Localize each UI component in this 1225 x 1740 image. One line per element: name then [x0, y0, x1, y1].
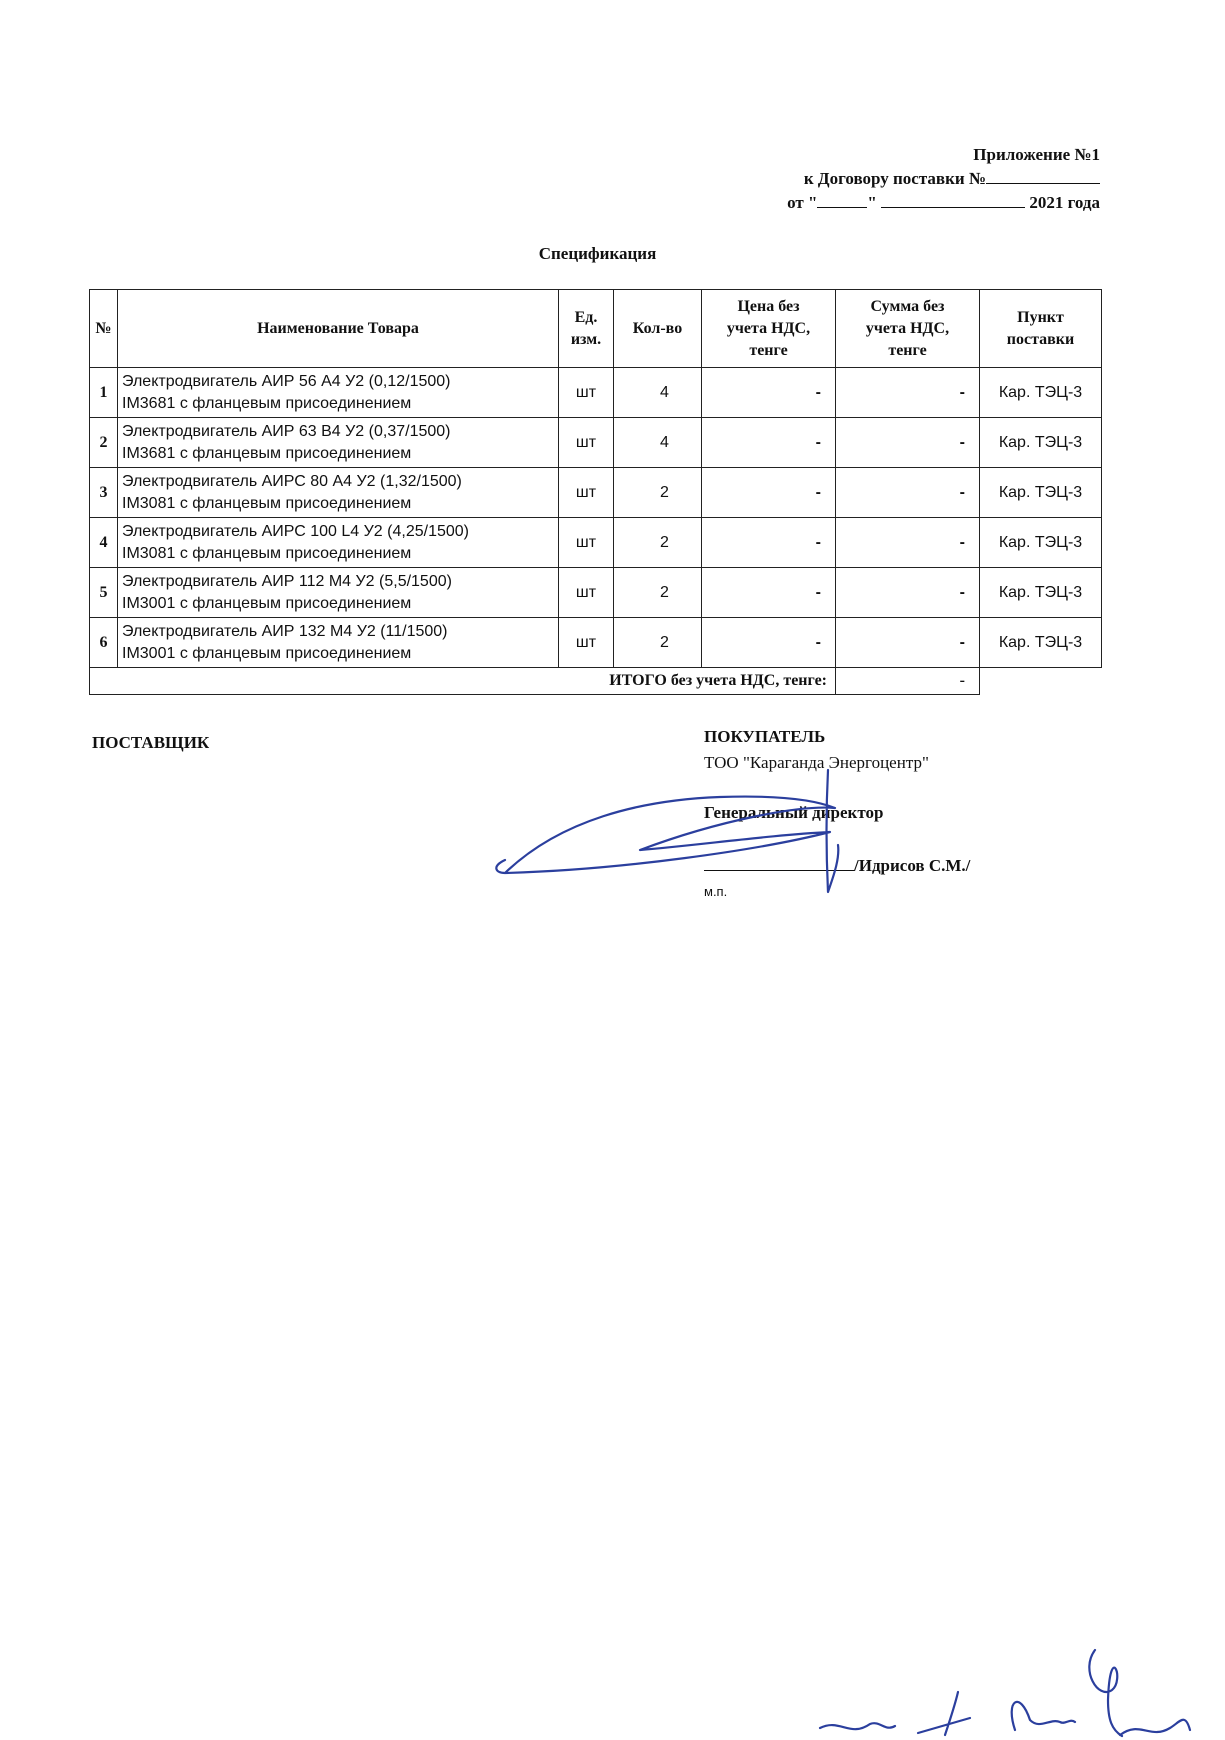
contract-date	[787, 191, 1100, 215]
row-price: -	[702, 518, 836, 568]
stamp-place-label: м.п.	[704, 884, 728, 899]
col-header-num: №	[90, 290, 118, 368]
col-header-sum	[836, 290, 980, 368]
total-row	[90, 668, 1102, 695]
sum-header-line3: тенге	[888, 341, 927, 359]
row-qty: 2	[614, 468, 702, 518]
row-unit: шт	[559, 568, 614, 618]
row-point: Кар. ТЭЦ-3	[980, 618, 1102, 668]
signature-line	[704, 850, 970, 876]
row-sum: -	[836, 518, 980, 568]
buyer-block	[704, 724, 929, 776]
row-qty: 2	[614, 618, 702, 668]
price-header-line2: учета НДС,	[726, 319, 811, 337]
signature-blank	[704, 850, 854, 871]
row-point: Кар. ТЭЦ-3	[980, 518, 1102, 568]
price-header-line1: Цена без	[737, 297, 800, 315]
row-unit: шт	[559, 618, 614, 668]
row-name	[118, 618, 559, 668]
contract-number-blank	[986, 167, 1100, 184]
row-num: 3	[90, 468, 118, 518]
total-empty-cell	[980, 668, 1102, 695]
row-unit: шт	[559, 418, 614, 468]
col-header-name: Наименование Товара	[118, 290, 559, 368]
row-sum: -	[836, 468, 980, 518]
table-header-row	[90, 290, 1102, 368]
buyer-label: ПОКУПАТЕЛЬ	[704, 727, 826, 746]
buyer-org: ТОО "Караганда Энергоцентр"	[704, 753, 929, 772]
contract-prefix: к Договору поставки №	[803, 169, 986, 188]
point-header-line1: Пункт	[1017, 308, 1064, 326]
col-header-price	[702, 290, 836, 368]
table-row	[90, 618, 1102, 668]
row-price: -	[702, 468, 836, 518]
row-name-line2: IM3081 с фланцевым присоединением	[122, 544, 412, 562]
title-text: Спецификация	[538, 244, 657, 263]
row-name-line1: Электродвигатель АИР 56 А4 У2 (0,12/1500)	[122, 372, 451, 390]
row-point: Кар. ТЭЦ-3	[980, 418, 1102, 468]
row-num: 4	[90, 518, 118, 568]
row-name-line2: IM3081 с фланцевым присоединением	[122, 494, 412, 512]
signatory-name: /Идрисов С.М./	[854, 856, 971, 875]
row-name	[118, 418, 559, 468]
row-sum: -	[836, 618, 980, 668]
buyer-position: Генеральный директор	[704, 803, 884, 822]
supplier-label: ПОСТАВЩИК	[92, 733, 210, 752]
row-name	[118, 468, 559, 518]
unit-header-line2: изм.	[570, 330, 602, 348]
row-name-line2: IM3681 с фланцевым присоединением	[122, 394, 412, 412]
date-suffix: 2021 года	[1029, 193, 1100, 212]
row-num: 5	[90, 568, 118, 618]
row-qty: 4	[614, 368, 702, 418]
initials-signature-4	[1089, 1650, 1122, 1736]
table-row	[90, 468, 1102, 518]
appendix-header	[787, 143, 1100, 215]
col-header-point	[980, 290, 1102, 368]
row-name	[118, 568, 559, 618]
total-label: ИТОГО без учета НДС, тенге:	[90, 668, 836, 695]
point-header-line2: поставки	[1006, 330, 1075, 348]
row-qty: 2	[614, 518, 702, 568]
appendix-number: Приложение №1	[973, 145, 1100, 164]
row-unit: шт	[559, 468, 614, 518]
unit-header-line1: Ед.	[574, 308, 598, 326]
row-num: 6	[90, 618, 118, 668]
row-qty: 2	[614, 568, 702, 618]
date-month-blank	[881, 191, 1025, 208]
table-row	[90, 518, 1102, 568]
col-header-qty: Кол-во	[614, 290, 702, 368]
table-row	[90, 368, 1102, 418]
row-name-line1: Электродвигатель АИР 132 М4 У2 (11/1500)	[122, 622, 448, 640]
total-value: -	[836, 668, 980, 695]
date-day-blank	[817, 191, 867, 208]
date-prefix: от "	[787, 193, 818, 212]
row-name-line2: IM3001 с фланцевым присоединением	[122, 644, 412, 662]
row-price: -	[702, 418, 836, 468]
row-name-line1: Электродвигатель АИРС 100 L4 У2 (4,25/1500)	[122, 522, 469, 540]
row-price: -	[702, 618, 836, 668]
row-name	[118, 518, 559, 568]
contract-reference	[787, 167, 1100, 191]
initials-signature-5	[1120, 1720, 1190, 1735]
initials-signature-1	[820, 1723, 895, 1729]
row-name-line2: IM3681 с фланцевым присоединением	[122, 444, 412, 462]
row-name-line1: Электродвигатель АИР 63 В4 У2 (0,37/1500)	[122, 422, 451, 440]
table-row	[90, 568, 1102, 618]
row-name-line1: Электродвигатель АИР 112 М4 У2 (5,5/1500)	[122, 572, 452, 590]
row-name-line1: Электродвигатель АИРС 80 А4 У2 (1,32/1500)	[122, 472, 462, 490]
row-point: Кар. ТЭЦ-3	[980, 568, 1102, 618]
initials-signature-3	[1012, 1702, 1075, 1730]
row-unit: шт	[559, 518, 614, 568]
row-num: 2	[90, 418, 118, 468]
specification-table	[89, 289, 1102, 695]
row-point: Кар. ТЭЦ-3	[980, 468, 1102, 518]
row-sum: -	[836, 568, 980, 618]
price-header-line3: тенге	[749, 341, 788, 359]
row-qty: 4	[614, 418, 702, 468]
col-header-unit	[559, 290, 614, 368]
sum-header-line1: Сумма без	[870, 297, 945, 315]
row-name	[118, 368, 559, 418]
initials-signature-2	[918, 1692, 970, 1735]
date-mid: "	[867, 193, 877, 212]
row-price: -	[702, 368, 836, 418]
row-unit: шт	[559, 368, 614, 418]
sum-header-line2: учета НДС,	[865, 319, 950, 337]
row-price: -	[702, 568, 836, 618]
row-num: 1	[90, 368, 118, 418]
table-row	[90, 418, 1102, 468]
row-sum: -	[836, 418, 980, 468]
row-sum: -	[836, 368, 980, 418]
row-point: Кар. ТЭЦ-3	[980, 368, 1102, 418]
row-name-line2: IM3001 с фланцевым присоединением	[122, 594, 412, 612]
document-title	[0, 244, 1225, 264]
